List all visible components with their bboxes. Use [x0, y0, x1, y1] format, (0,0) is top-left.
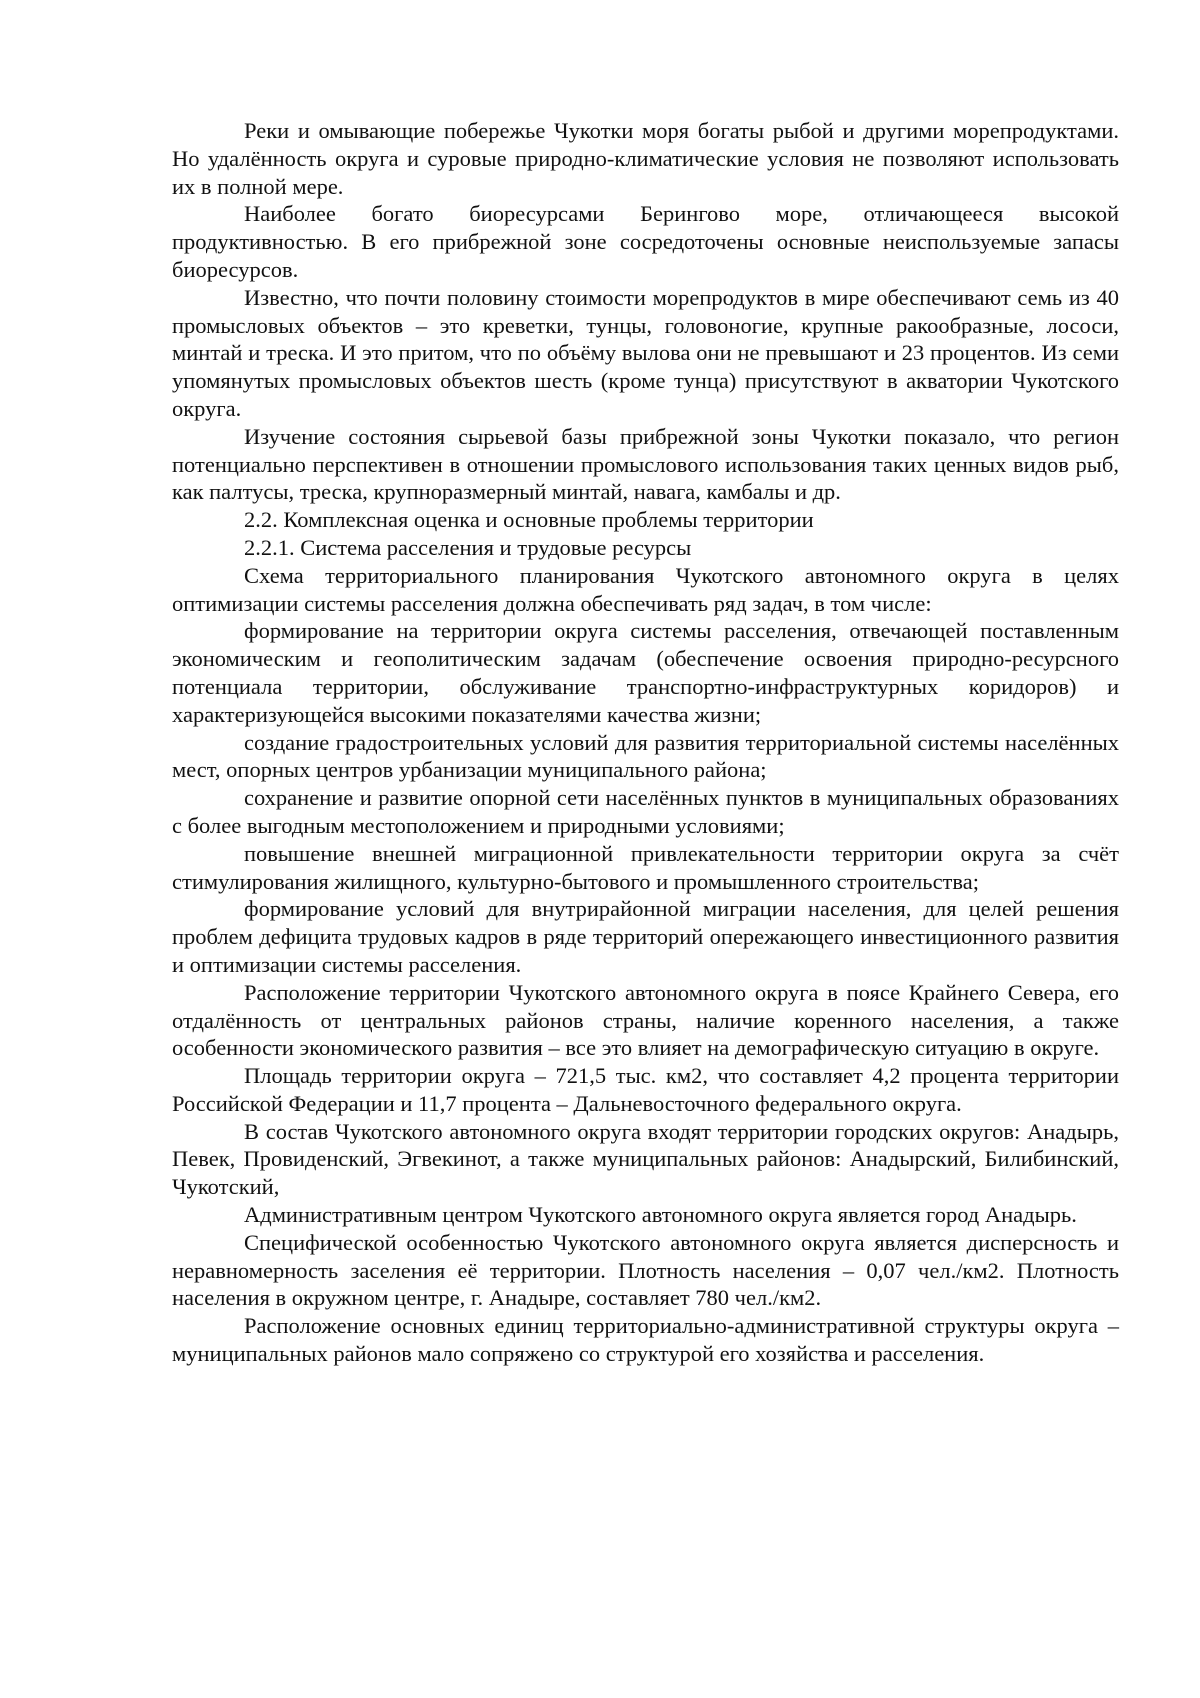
paragraph-seafood-resources: Реки и омывающие побережье Чукотки моря богаты рыбой и другими морепродуктами. Но удалённость округа и суровые природно-климатические условия не позволяют использовать их в полной мере.: [172, 118, 1119, 199]
paragraph-bering-sea: Наиболее богато биоресурсами Берингово море, отличающееся высокой продуктивностью. В его прибрежной зоне сосредоточены основные неиспользуемые запасы биоресурсов.: [172, 201, 1119, 282]
paragraph-fishing-objects: Известно, что почти половину стоимости морепродуктов в мире обеспечивают семь из 40 промысловых объектов – это креветки, тунцы, головоногие, крупные ракообразные, лососи, минтай и треска. И это притом, что по объёму вылова они не превышают и 23 процентов. Из семи упомянутых промысловых объектов шесть (кроме тунца) присутствуют в акватории Чукотского округа.: [172, 284, 1119, 421]
paragraph-raw-material-base: Изучение состояния сырьевой базы прибрежной зоны Чукотки показало, что регион потенциально перспективен в отношении промыслового использования таких ценных видов рыб, как палтусы, треска, крупноразмерный минтай, навага, камбалы и др.: [172, 423, 1119, 505]
paragraph-population-density: Специфической особенностью Чукотского автономного округа является дисперсность и неравномерность заселения её территории. Плотность населения – 0,07 чел./км2. Плотность населения в окружном центре, г. Анадыре, составляет 780 чел./км2.: [172, 1229, 1119, 1311]
paragraph-planning-scheme: Схема территориального планирования Чукотского автономного округа в целях оптимизации системы расселения должна обеспечивать ряд задач, в том числе:: [172, 562, 1119, 616]
paragraph-administrative-center: Административным центром Чукотского автономного округа является город Анадырь.: [244, 1202, 1077, 1228]
paragraph-administrative-structure: Расположение основных единиц территориально-административной структуры округа – муниципальных районов мало сопряжено со структурой его хозяйства и расселения.: [172, 1313, 1119, 1367]
paragraph-task-urban-conditions: создание градостроительных условий для развития территориальной системы населённых мест, опорных центров урбанизации муниципального района;: [172, 729, 1119, 783]
section-heading-2-2-1: 2.2.1. Система расселения и трудовые ресурсы: [244, 534, 692, 560]
section-heading-2-2: 2.2. Комплексная оценка и основные проблемы территории: [244, 507, 814, 533]
paragraph-task-internal-migration: формирование условий для внутрирайонной миграции населения, для целей решения проблем дефицита трудовых кадров в ряде территорий опережающего инвестиционного развития и оптимизации системы расселения.: [172, 896, 1119, 977]
paragraph-task-settlement-network: сохранение и развитие опорной сети населённых пунктов в муниципальных образованиях с более выгодным местоположением и природными условиями;: [172, 785, 1119, 838]
paragraph-area: Площадь территории округа – 721,5 тыс. км2, что составляет 4,2 процента территории Российской Федерации и 11,7 процента – Дальневосточного федерального округа.: [172, 1063, 1119, 1116]
document-page: [172, 117, 1119, 1368]
paragraph-task-migration-attractiveness: повышение внешней миграционной привлекательности территории округа за счёт стимулирования жилищного, культурно-бытового и промышленного строительства;: [172, 840, 1119, 894]
paragraph-composition: В состав Чукотского автономного округа входят территории городских округов: Анадырь, Певек, Провиденский, Эгвекинот, а также муниципальных районов: Анадырский, Билибинский, Чукотский,: [172, 1118, 1119, 1200]
paragraph-location-demography: Расположение территории Чукотского автономного округа в поясе Крайнего Севера, его отдалённость от центральных районов страны, наличие коренного населения, а также особенности экономического развития – все это влияет на демографическую ситуацию в округе.: [172, 979, 1119, 1061]
paragraph-task-settlement-system: формирование на территории округа системы расселения, отвечающей поставленным экономическим и геополитическим задачам (обеспечение освоения природно-ресурсного потенциала территории, обслуживание транспортно-инфраструктурных коридоров) и характеризующейся высокими показателями качества жизни;: [172, 618, 1119, 727]
